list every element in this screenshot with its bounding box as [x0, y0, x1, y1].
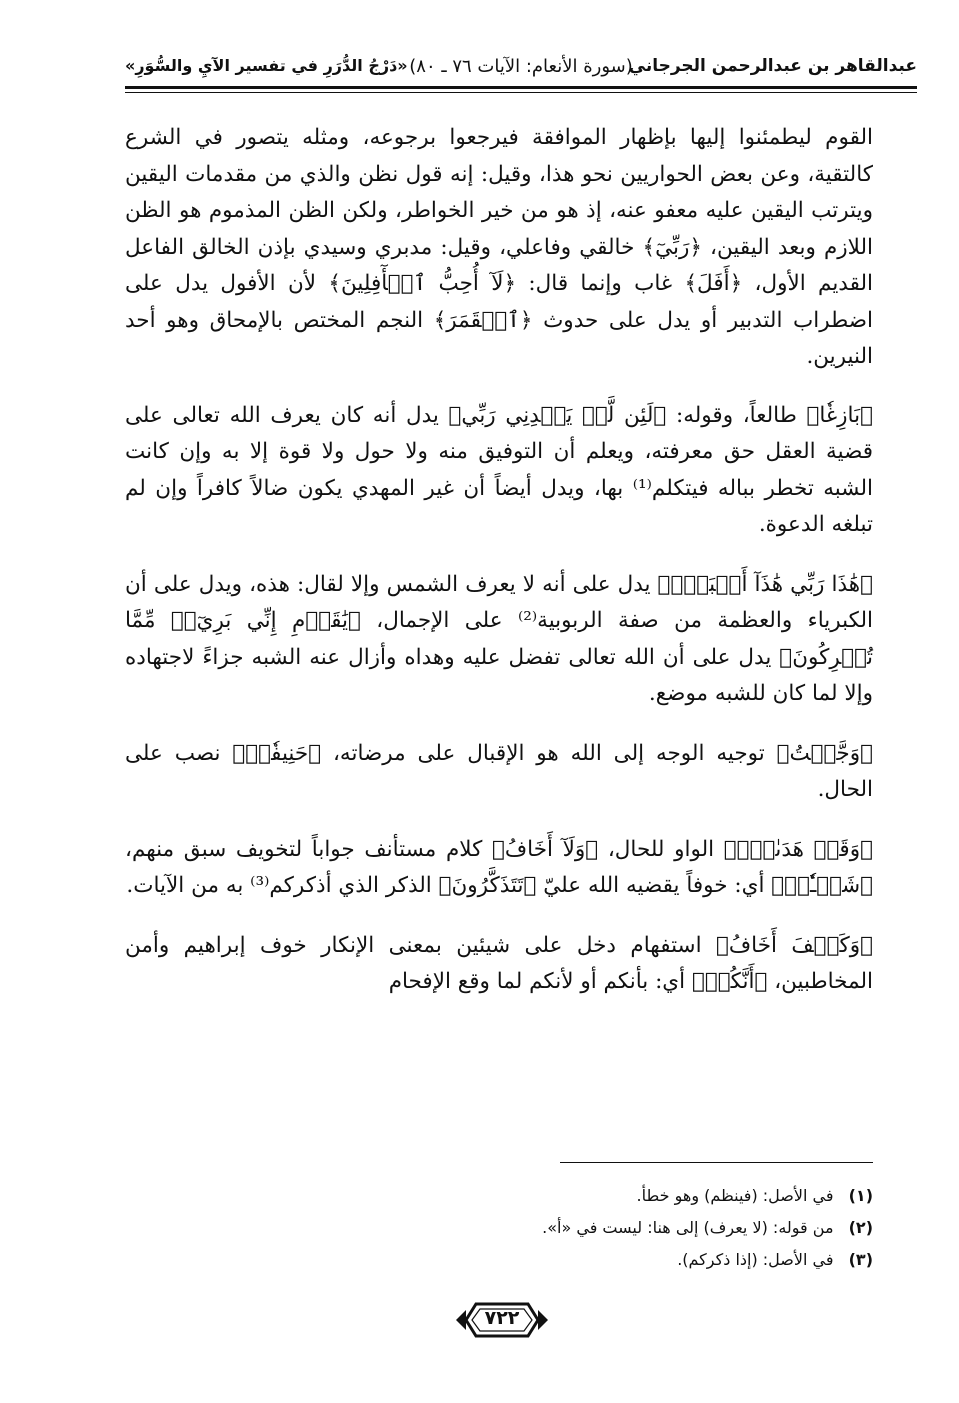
- footnotes: [200, 1180, 873, 1276]
- page-number: ٧٢٢: [484, 1307, 520, 1329]
- footnote: [200, 1244, 873, 1276]
- paragraph: ﴿وَقَدۡ هَدَىٰنِۚ﴾ الواو للحال، ﴿وَلَآ أَخَافُ﴾ كلام مستأنف جواباً لتخويف سبق منهم، ﴿شَيۡـٔٗاۚ﴾ أي: خوفاً يقضيه الله عليّ ﴿تَتَذَكَّرُونَ﴾ الذكر الذي أذكركم⁽³⁾ به من الآيات.: [125, 836, 873, 898]
- footnote-number: (١): [848, 1186, 873, 1205]
- footnote-number: (٣): [848, 1250, 873, 1269]
- header-section: (سورة الأنعام: الآيات ٧٦ ـ ٨٠): [409, 56, 633, 77]
- footnote-text: في الأصل: (فينظم) وهو خطأ.: [636, 1186, 834, 1205]
- paragraph: ﴿وَكَيۡفَ أَخَافُ﴾ استفهام دخل على شيئين بمعنى الإنكار خوف إبراهيم وأمن المخاطبين، ﴿أَنَّكُمۡ﴾ أي: بأنكم أو لأنكم لما وقع الإفحام: [125, 932, 873, 994]
- header-author: عبدالقاهر بن عبدالرحمن الجرجاني: [628, 56, 917, 76]
- main-text: [125, 120, 873, 1024]
- header-rule-thin: [125, 92, 917, 93]
- running-header: [125, 56, 917, 96]
- header-book-title: «دَرْجُ الدُّرَرِ في تفسير الآيِ والسُّوَرِ»: [125, 56, 408, 75]
- footnote: [200, 1180, 873, 1212]
- header-rule-thick: [125, 86, 917, 89]
- footnote-text: في الأصل: (إذا ذكركم).: [677, 1250, 834, 1269]
- footnote-text: من قوله: (لا يعرف) إلى هنا: ليست في «أ».: [542, 1218, 834, 1237]
- paragraph: ﴿بَازِغٗا﴾ طالعاً، وقوله: ﴿لَئِن لَّمۡ يَهۡدِنِي رَبِّي﴾ يدل أنه كان يعرف الله تعالى على قضية العقل حق معرفته، ويعلم أن التوفيق منه ولا حول ولا قوة إلا به وإن كانت الشبه تخطر بباله فيتكلم⁽¹⁾ بها، ويدل أيضاً أن غير المهدي يكون ضالاً كافراً وإن لم تبلغه الدعوة.: [125, 402, 873, 537]
- page-number-ornament: [452, 1298, 552, 1342]
- paragraph: القوم ليطمئنوا إليها بإظهار الموافقة فيرجعوا برجوعه، ومثله يتصور في الشرع كالتقية، وعن بعض الحواريين نحو هذا، وقيل: إنه قول نظن والذي من مقدمات اليقين ويترتب اليقين عليه معفو عنه، إذ هو من خير الخواطر، ولكن الظن المذموم هو الظن اللازم وبعد اليقين، ﴿رَبِّيٓ﴾ خالقي وفاعلي، وقيل: مدبري وسيدي بإذن الخالق الفاعل القديم الأول، ﴿أَفَلَ﴾ غاب وإنما قال: ﴿لَآ أُحِبُّ ٱلۡأٓفِلِينَ﴾ لأن الأفول يدل على اضطراب التدبير أو يدل على حدوث ﴿ٱلۡقَمَرَ﴾ النجم المختص بالإمحاق وهو أحد النيرين.: [125, 125, 873, 369]
- footnote: [200, 1212, 873, 1244]
- footnote-number: (٢): [848, 1218, 873, 1237]
- footnote-separator: [560, 1162, 873, 1163]
- paragraph: ﴿هَٰذَا رَبِّي هَٰذَآ أَكۡبَرُۖ﴾ يدل على أنه لا يعرف الشمس وإلا لقال: هذه، ويدل على أن الكبرياء والعظمة من صفة الربوبية⁽²⁾ على الإجمال، ﴿يَٰقَوۡمِ إِنِّي بَرِيٓءٞ مِّمَّا تُشۡرِكُونَ﴾ يدل على أن الله تعالى تفضل عليه وهداه وأزال عنه الشبه جزاءً لاجتهاده وإلا لما كان للشبه موضع.: [125, 571, 873, 706]
- paragraph: ﴿وَجَّهۡتُ﴾ توجيه الوجه إلى الله هو الإقبال على مرضاته، ﴿حَنِيفٗاۖ﴾ نصب على الحال.: [125, 740, 873, 802]
